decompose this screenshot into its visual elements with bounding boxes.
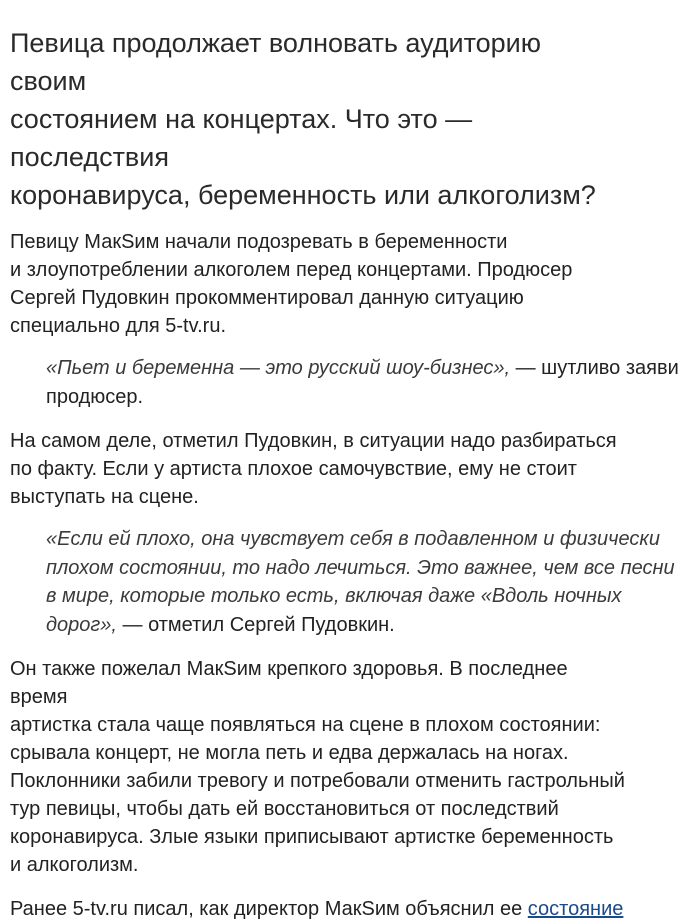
paragraph-line: и алкоголизм. — [10, 854, 139, 876]
quote-line: в мире, которые только есть, включая даже «Вдоль ночных — [46, 585, 622, 607]
quote-attribution-end: продюсер. — [46, 385, 144, 408]
body-paragraph-3 — [10, 655, 630, 879]
headline-line: коронавируса, беременность или алкоголизм? — [10, 180, 596, 210]
producer-quote — [46, 354, 679, 411]
article-body — [10, 0, 679, 923]
quote-text: «Пьет и беременна — это русский шоу-бизнес», — [46, 357, 511, 379]
body-paragraph-4 — [10, 895, 630, 923]
paragraph-line: На самом деле, отметил Пудовкин, в ситуации надо разбираться — [10, 430, 617, 452]
article-link-state[interactable]: состояние — [527, 898, 624, 920]
paragraph-line: коронавируса. Злые языки приписывают артистке беременность — [10, 826, 614, 848]
article-headline — [10, 24, 620, 214]
quote-attribution: — отметил Сергей Пудовкин. — [116, 613, 395, 636]
body-paragraph-2 — [10, 427, 630, 511]
intro-line: и злоупотреблении алкоголем перед концертами. Продюсер — [10, 259, 573, 281]
quote-line: «Если ей плохо, она чувствует себя в подавленном и физически — [46, 528, 660, 550]
pudovkin-quote — [46, 525, 676, 639]
headline-line: Певица продолжает волновать аудиторию своим — [10, 28, 542, 96]
paragraph-line: срывала концерт, не могла петь и едва держалась на ногах. — [10, 742, 569, 764]
quote-line: дорог», — [46, 613, 117, 636]
intro-line: Сергей Пудовкин прокомментировал данную ситуацию — [10, 287, 524, 309]
intro-line: Певицу МакSим начали подозревать в беременности — [10, 231, 508, 253]
quote-line: плохом состоянии, то надо лечиться. Это важнее, чем все песни — [46, 556, 675, 579]
paragraph-line: Поклонники забили тревогу и потребовали отменить гастрольный — [10, 770, 625, 792]
intro-paragraph — [10, 228, 640, 340]
paragraph-text: Ранее 5-tv.ru писал, как директор МакSим объяснил ее — [10, 898, 528, 920]
paragraph-line: артистка стала чаще появляться на сцене в плохом состоянии: — [10, 714, 601, 736]
paragraph-line: по факту. Если у артиста плохое самочувствие, ему не стоит — [10, 458, 577, 480]
headline-line: состоянием на концертах. Что это — последствия — [10, 104, 473, 172]
paragraph-line: выступать на сцене. — [10, 486, 199, 508]
paragraph-line: Он также пожелал МакSим крепкого здоровья. В последнее время — [10, 658, 568, 708]
paragraph-line: тур певицы, чтобы дать ей восстановиться от последствий — [10, 798, 559, 820]
intro-line: специально для 5-tv.ru. — [10, 315, 226, 337]
quote-attribution: — шутливо заяви — [510, 357, 679, 379]
